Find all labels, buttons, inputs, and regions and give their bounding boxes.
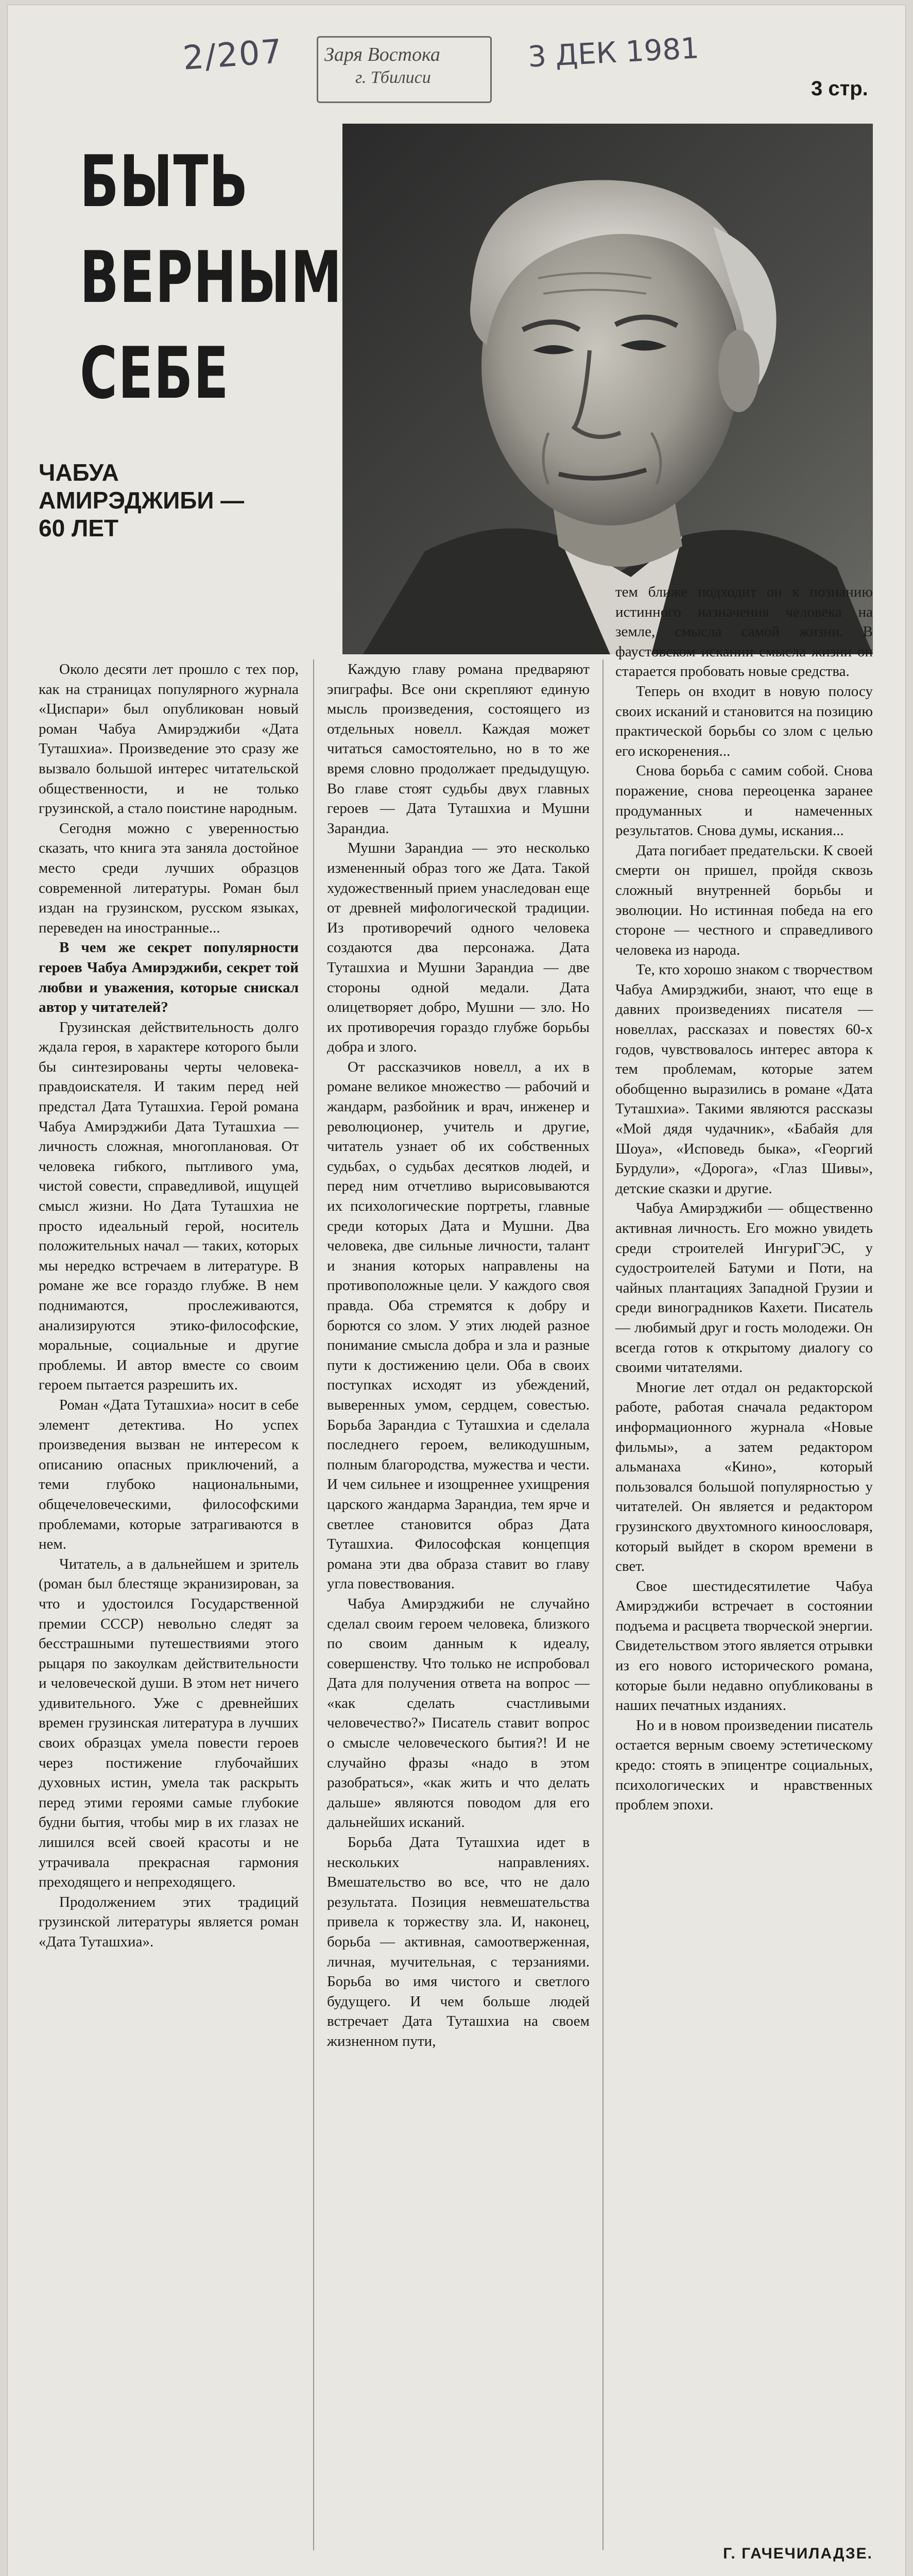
paragraph: тем ближе подходит он к познанию истинного назначения человека на земле, смысла самой жизни. В фаустовском искании смысла жизни он старается пробовать новые средства. <box>615 584 873 680</box>
headline-line-3: СЕБЕ <box>80 332 230 415</box>
headline-line-2: ВЕРНЫМ <box>80 236 343 319</box>
article-signature: Г. ГАЧЕЧИЛАДЗЕ. <box>723 2545 873 2562</box>
paragraph: Те, кто хорошо знаком с творчеством Чабуа Амирэджиби, знают, что еще в давних произведениях писателя — новеллах, рассказах и повестях 60-х годов, чувствовалось интерес автора к тем проблемам, которые затем обобщенно выразились в романе «Дата Туташхиа». Такими являются рассказы «Мой дядя чудачник», «Бабайя для Шоуа», «Исповедь быка», «Георгий Бурдули», «Дорога», «Глаз Шивы», детские сказки и другие. <box>615 961 873 1197</box>
portrait-drawing <box>342 124 873 654</box>
paragraph: Чабуа Амирэджиби не случайно сделал своим героем человека, близкого по своим данным к идеалу, совершенству. Что только не испробовал Дата для получения ответа на вопрос — «как сделать счастливыми человечество?» Писатель ставит вопрос о смысле человеческого бытия?! И не случайно фразы «надо в этом разобраться», «как жить и что делать дальше» являются поводом для его дальнейших исканий. <box>327 1595 590 1831</box>
paragraph: Снова борьба с самим собой. Снова поражение, снова переоценка заранее продуманных и намеченных результатов. Снова думы, искания... <box>615 762 873 839</box>
article-column-3 <box>615 582 873 1815</box>
paragraph: Борьба Дата Туташхиа идет в нескольких направлениях. Вмешательство во все, что не дало результата. Позиция невмешательства привела к торжеству зла. И, наконец, борьба — активная, самоотверженная, личная, мучительная, с терзаниями. Борьба во имя чистого и светлого будущего. И чем больше людей встречает Дата Туташхиа на своем жизненном пути, <box>327 1834 590 2049</box>
article-column-1 <box>39 659 299 1952</box>
paragraph: Но и в новом произведении писатель остается верным своему эстетическому кредо: стоять в эпицентре социальных, психологических и нравственных проблем эпохи. <box>615 1717 873 1814</box>
paragraph: Продолжением этих традиций грузинской литературы является роман «Дата Туташхиа». <box>39 1893 299 1950</box>
column-divider <box>602 659 604 2550</box>
article-column-2 <box>327 659 590 2052</box>
paragraph: Многие лет отдал он редакторской работе, работая сначала редактором информационного журнала «Новые фильмы», а затем редактором альманаха «Кино», который пользовался большой популярностью у читателей. Он является и редактором грузинского двухтомного киноословаря, который выйдет в скором времени в свет. <box>615 1379 873 1575</box>
paragraph: Около десяти лет прошло с тех пор, как на страницах популярного журнала «Циспари» был опубликован новый роман Чабуа Амирэджиби «Дата Туташхиа». Произведение это сразу же вызвало большой интерес читательской общественности, и не только грузинской, а стало поистине народным. <box>39 661 299 817</box>
newspaper-clipping <box>8 5 905 2576</box>
paragraph: Каждую главу романа предваряют эпиграфы. Все они скрепляют единую мысль произведения, состоящего из отдельных новелл. Каждая может читаться самостоятельно, но в то же время словно продолжает предыдущую. Во главе стоят судьбы двух главных героев — Дата Туташхиа и Мушни Зарандиа. <box>327 661 590 837</box>
paragraph: Сегодня можно с уверенностью сказать, что книга эта заняла достойное место среди лучших образцов современной литературы. Роман был издан на грузинском, русском языках, переведен на иностранные... <box>39 820 299 936</box>
paragraph: Теперь он входит в новую полосу своих исканий и становится на позицию практической борьбы со злом с целью его искоренения... <box>615 683 873 759</box>
article-subject <box>39 459 275 542</box>
newspaper-stamp <box>317 36 492 103</box>
paragraph-question: В чем же секрет популярности героев Чабуа Амирэджиби, секрет той любви и уважения, которые снискал автор у читателей? <box>39 939 299 1016</box>
paragraph: Грузинская действительность долго ждала героя, в характере которого были бы синтезированы черты человека-правдоискателя. И таким перед ней предстал Дата Туташхиа. Герой романа Чабуа Амирэджиби Дата Туташхиа — личность сложная, многоплановая. От человека гибкого, пытливого ума, чистой совести, справедливой, ищущей смысл жизни. Но Дата Туташхиа не просто идеальный герой, носитель положительных начал — таких, которых мы нередко встречаем в литературе. В романе же все гораздо глубже. В нем поднимаются, прослеживаются, анализируются этико-философские, моральные, социальные и другие проблемы. И автор вместе со своим героем пытается разрешить их. <box>39 1019 299 1394</box>
date-stamp: 3 ДЕК 1981 <box>527 31 700 74</box>
headline-line-1: БЫТЬ <box>80 140 249 223</box>
subject-age: 60 ЛЕТ <box>39 515 119 541</box>
paragraph: От рассказчиков новелл, а их в романе великое множество — рабочий и жандарм, разбойник и врач, инженер и революционер, учитель и другие, читатель узнает об их собственных судьбах, о судьбах десятков людей, и перед ним отчетливо вырисовываются их психологические портреты, главные среди которых Дата и Мушни. Два человека, две сильные личности, талант и знания которых направлены на противоположные цели. У каждого своя правда. Оба стремятся к добру и борются со злом. У этих людей разное понимание смысла добра и зла и разные пути к достижению цели. Оба в своих поступках исходят из убеждений, выверенных умом, сердцем, совестью. Борьба Зарандиа с Туташхиа и сделала последнего героем, великодушным, полным благородства, мужества и чести. И чем сильнее и изощреннее ухищрения царского жандарма Зарандиа, тем ярче и светлее становится образ Дата Туташхиа. Философская концепция романа эти два образа ставит во главу угла повествования. <box>327 1058 590 1592</box>
paragraph: Свое шестидесятилетие Чабуа Амирэджиби встречает в состоянии подъема и расцвета творческой энергии. Свидетельством этого является отрывки из его нового исторического романа, которые были недавно опубликованы в наших печатных изданиях. <box>615 1578 873 1714</box>
column-divider <box>313 659 314 2550</box>
article-headline <box>80 134 343 421</box>
paragraph: Читатель, а в дальнейшем и зритель (роман был блестяще экранизирован, за что и удостоился Государственной премии СССР) невольно следят за бесстрашными путешествиями этого рыцаря по закоулкам действительности и человеческой души. В этом нет ничего удивительного. Уже с древнейших времен грузинская литература в лучших своих образцах умела повести героев через постижение глубочайших духовных истин, умела так раскрыть перед этими героями самые глубокие будни бытия, чтобы мир в их глазах не лишился всей своей красоты и не утрачивала прекрасная гармония преходящего и непреходящего. <box>39 1555 299 1891</box>
handwritten-clipping-number: 2/207 <box>181 32 284 78</box>
page-number: 3 стр. <box>811 77 868 100</box>
newspaper-city: г. Тбилиси <box>355 68 431 87</box>
paragraph: Мушни Зарандиа — это несколько измененный образ того же Дата. Такой художественный прием унаследован еще от древней мифологической традиции. Из противоречий одного человека создаются два персонажа. Дата Туташхиа и Мушни Зарандиа — две стороны одной медали. Дата олицетворяет добро, Мушни — зло. Но их противоречия гораздо глубже борьбы добра и злого. <box>327 840 590 1056</box>
subject-name: ЧАБУА АМИРЭДЖИБИ — <box>39 459 245 514</box>
portrait-photo <box>342 124 873 654</box>
paragraph: Дата погибает предательски. К своей смерти он пришел, пройдя сквозь сложный внутренней борьбы и эволюции. Но истинная победа на его стороне — честного и справедливого человека из народа. <box>615 842 873 958</box>
newspaper-name: Заря Востока <box>324 44 440 65</box>
paragraph: Чабуа Амирэджиби — общественно активная личность. Его можно увидеть среди строителей ИнгуриГЭС, у судостроителей Батуми и Поти, на чайных плантациях Западной Грузии и среди виноградников Кахети. Писатель — любимый друг и гость молодежи. Он всегда готов к открытому диалогу со своими читателями. <box>615 1200 873 1376</box>
paragraph: Роман «Дата Туташхиа» носит в себе элемент детектива. Но успех произведения вызван не интересом к описанию опасных приключений, а теми глубоко национальными, общечеловеческими, философскими проблемами, которые затрагиваются в нем. <box>39 1396 299 1553</box>
